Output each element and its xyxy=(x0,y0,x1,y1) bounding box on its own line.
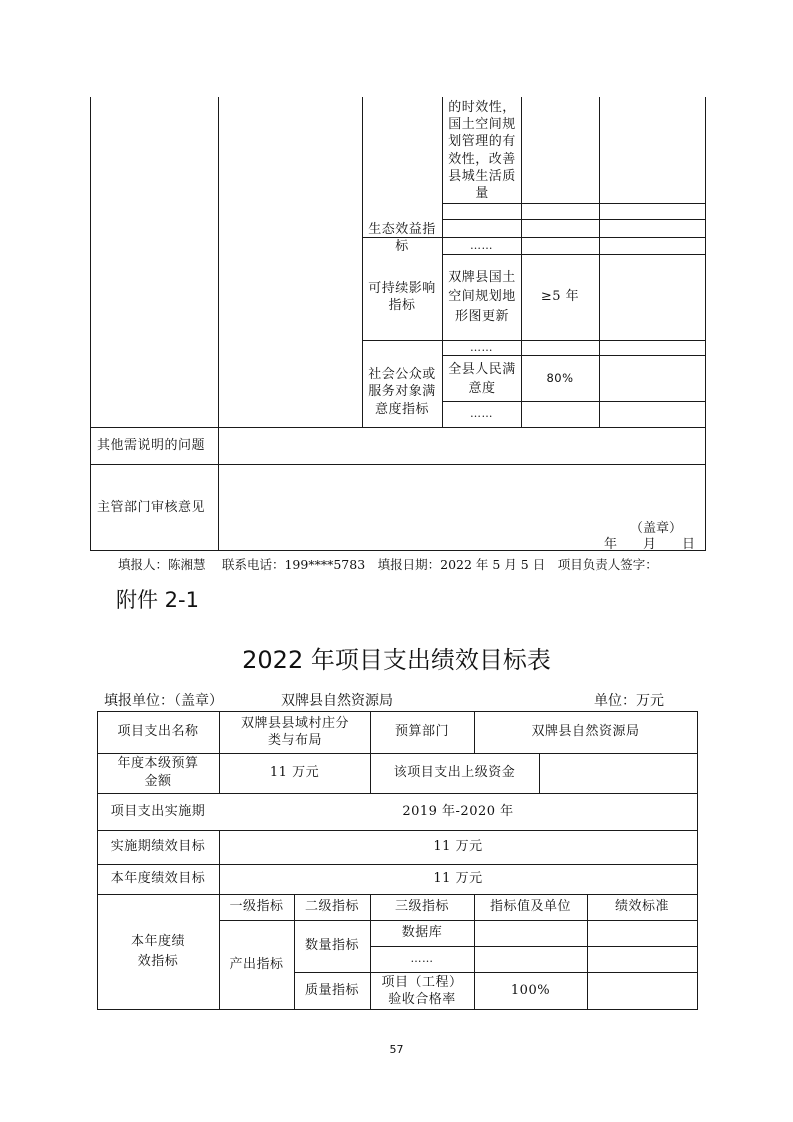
quantity-ellipsis: …… xyxy=(410,952,434,966)
seal-note: （盖章） xyxy=(630,521,683,536)
superior-funds-label: 该项目支出上级资金 xyxy=(393,765,516,781)
col-standard-header: 绩效标准 xyxy=(614,899,669,915)
attachment-heading: 附件 2-1 xyxy=(116,588,199,612)
filler-line: 填报人：陈湘慧 联系电话：199****5783 填报日期：2022 年 5 月 5 日 项目负责人签字： xyxy=(118,557,658,572)
satisfaction-indicator-label: 社会公众或服务对象满意度指标 xyxy=(368,366,436,417)
satisfaction-value: 80% xyxy=(546,371,574,386)
year-target-label: 本年度绩效目标 xyxy=(110,871,206,887)
filling-unit-label: 填报单位：（盖章） xyxy=(104,693,223,709)
budget-dept-label: 预算部门 xyxy=(394,724,449,740)
col-level1-header: 一级指标 xyxy=(229,899,284,915)
ecology-indicator-label: 生态效益指标 xyxy=(368,221,436,254)
sustain-indicator-label: 可持续影响指标 xyxy=(368,280,436,313)
col-level3-header: 三级指标 xyxy=(394,899,449,915)
period-target-value: 11 万元 xyxy=(433,839,483,855)
period-label: 项目支出实施期 xyxy=(110,803,206,819)
budget-dept: 双牌县自然资源局 xyxy=(531,724,640,740)
col-level2-header: 二级指标 xyxy=(304,899,359,915)
sustain-item: 双牌县国土空间规划地形图更新 xyxy=(448,269,516,324)
project-name: 双牌县县域村庄分类与布局 xyxy=(240,715,349,748)
review-opinion-label: 主管部门审核意见 xyxy=(97,499,206,515)
other-issues-label: 其他需说明的问题 xyxy=(97,438,206,454)
indicators-label: 本年度绩效指标 xyxy=(130,933,185,969)
annual-budget: 11 万元 xyxy=(269,765,320,781)
quantity-item: 数据库 xyxy=(401,925,443,941)
quality-indicator-label: 质量指标 xyxy=(304,982,359,998)
satisfaction-item: 全县人民满意度 xyxy=(448,362,516,396)
quantity-indicator-label: 数量指标 xyxy=(304,938,359,954)
effect-description: 的时效性，国土空间规划管理的有效性，改善县城生活质量 xyxy=(448,99,516,202)
currency-unit: 单位：万元 xyxy=(594,693,664,709)
filling-unit-name: 双牌县自然资源局 xyxy=(281,693,393,709)
date-line: 年 月 日 xyxy=(604,537,696,552)
quality-item: 项目（工程）验收合格率 xyxy=(381,974,463,1007)
period-value: 2019 年-2020 年 xyxy=(402,803,514,819)
annual-budget-label: 年度本级预算金额 xyxy=(117,756,199,789)
year-target-value: 11 万元 xyxy=(433,871,483,887)
sustain-value: ≥5 年 xyxy=(540,289,580,305)
document-title: 2022 年项目支出绩效目标表 xyxy=(242,646,551,674)
project-name-label: 项目支出名称 xyxy=(117,724,199,740)
ecology-ellipsis: …… xyxy=(470,238,493,252)
satisfaction-ellipsis: …… xyxy=(470,407,493,421)
output-indicator-label: 产出指标 xyxy=(229,956,284,972)
sustain-ellipsis: …… xyxy=(470,340,493,354)
period-target-label: 实施期绩效目标 xyxy=(110,839,206,855)
page-number: 57 xyxy=(389,1043,404,1056)
col-value-header: 指标值及单位 xyxy=(489,899,571,915)
quality-value: 100% xyxy=(510,982,551,998)
